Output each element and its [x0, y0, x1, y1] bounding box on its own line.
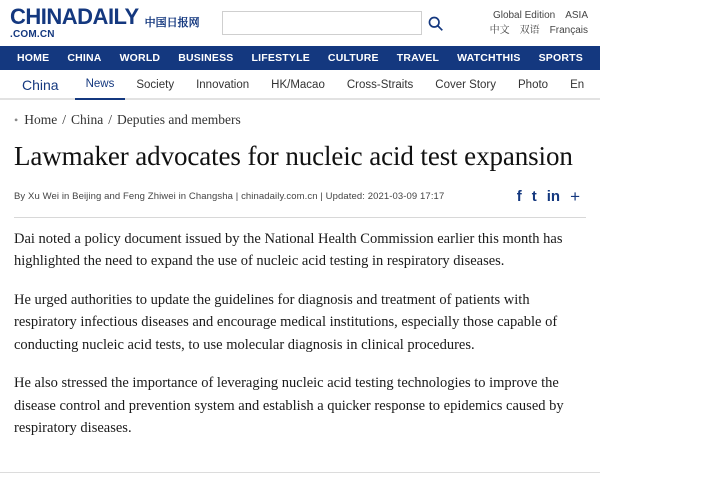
subnav-item-society[interactable]: Society: [136, 79, 175, 91]
nav-item-culture[interactable]: CULTURE: [327, 52, 379, 64]
footer-divider: [0, 472, 600, 473]
byline-row: [14, 188, 586, 209]
subnav-item-photo[interactable]: Photo: [518, 79, 549, 91]
subnav-item-cross-straits[interactable]: Cross-Straits: [346, 79, 414, 91]
nav-item-region[interactable]: REGION: [664, 52, 708, 64]
article-container: [0, 100, 600, 440]
subnav-item-innovation[interactable]: Innovation: [196, 79, 250, 91]
twitter-icon[interactable]: t: [531, 187, 537, 205]
search-button[interactable]: [422, 11, 450, 35]
site-logo[interactable]: [10, 6, 200, 40]
breadcrumb-item-deputies-and-members[interactable]: Deputies and members: [116, 112, 241, 127]
search-icon: [427, 15, 444, 32]
page-title: Lawmaker advocates for nucleic acid test expansion: [14, 141, 573, 171]
nav-item-business[interactable]: BUSINESS: [178, 52, 234, 64]
logo-chinese: [145, 17, 200, 30]
link-francais[interactable]: Français: [549, 25, 588, 36]
subnav-item-news[interactable]: News: [75, 70, 126, 100]
logo-text-block: [10, 6, 139, 40]
subnav-item-en[interactable]: En: [570, 79, 585, 91]
search-area: [222, 11, 450, 35]
link-global-edition[interactable]: Global Edition: [492, 10, 556, 21]
logo-chinese-text: 中国日报网: [144, 16, 200, 29]
nav-item-travel[interactable]: TRAVEL: [396, 52, 440, 64]
link-chinese[interactable]: 中文: [489, 25, 510, 36]
article-body: [14, 218, 586, 440]
breadcrumb-separator-1: /: [62, 112, 66, 127]
link-asia[interactable]: ASIA: [565, 10, 588, 21]
linkedin-icon[interactable]: in: [546, 187, 561, 205]
more-share-icon[interactable]: +: [570, 186, 580, 206]
article-paragraph-3: He also stressed the importance of leveraging nucleic acid testing technologies to improve the disease control and prevention system and establish a quicker response to epidemics caused by respiratory diseases.: [14, 375, 564, 437]
main-navigation: [0, 46, 708, 70]
subnav-item-cover-story[interactable]: Cover Story: [435, 79, 497, 91]
nav-item-opinion[interactable]: OPINION: [600, 52, 647, 64]
logo-domain: .COM.CN: [10, 29, 55, 40]
facebook-icon[interactable]: f: [516, 187, 522, 205]
breadcrumb-separator-2: /: [108, 112, 112, 127]
top-links-row-2: [490, 23, 588, 38]
breadcrumb: [14, 100, 586, 134]
site-masthead: [0, 0, 600, 46]
top-links-row-1: [490, 8, 588, 23]
share-buttons: [517, 188, 586, 205]
link-bilingual[interactable]: 双语: [519, 25, 540, 36]
subnav-item-hk-macao[interactable]: HK/Macao: [271, 79, 325, 91]
top-right-links: [490, 8, 590, 38]
nav-item-sports[interactable]: SPORTS: [538, 52, 583, 64]
nav-item-world[interactable]: WORLD: [119, 52, 161, 64]
breadcrumb-bullet-icon: •: [14, 112, 19, 127]
nav-item-china[interactable]: CHINA: [67, 52, 102, 64]
subnav-section-china[interactable]: China: [22, 77, 59, 93]
breadcrumb-item-china[interactable]: China: [70, 112, 104, 127]
nav-item-home[interactable]: HOME: [17, 52, 50, 64]
article-paragraph-2: He urged authorities to update the guidelines for diagnosis and treatment of patients with respiratory infectious diseases and encourage medical institutions, especially those capable of conducting nucleic acid tests, to use molecular diagnosis in clinical procedures.: [14, 291, 558, 353]
article-byline: By Xu Wei in Beijing and Feng Zhiwei in Changsha | chinadaily.com.cn | Updated: 2021-03-09 17:17: [14, 190, 445, 202]
logo-title: CHINADAILY: [10, 4, 139, 29]
article-paragraph-1: Dai noted a policy document issued by the National Health Commission earlier this month has highlighted the need to expand the use of nucleic acid testing in respiratory diseases.: [14, 230, 563, 270]
section-navigation: [0, 70, 600, 100]
breadcrumb-item-home[interactable]: Home: [24, 112, 58, 127]
nav-item-lifestyle[interactable]: LIFESTYLE: [251, 52, 310, 64]
nav-item-watchthis[interactable]: WATCHTHIS: [457, 52, 521, 64]
search-input[interactable]: [222, 11, 422, 35]
